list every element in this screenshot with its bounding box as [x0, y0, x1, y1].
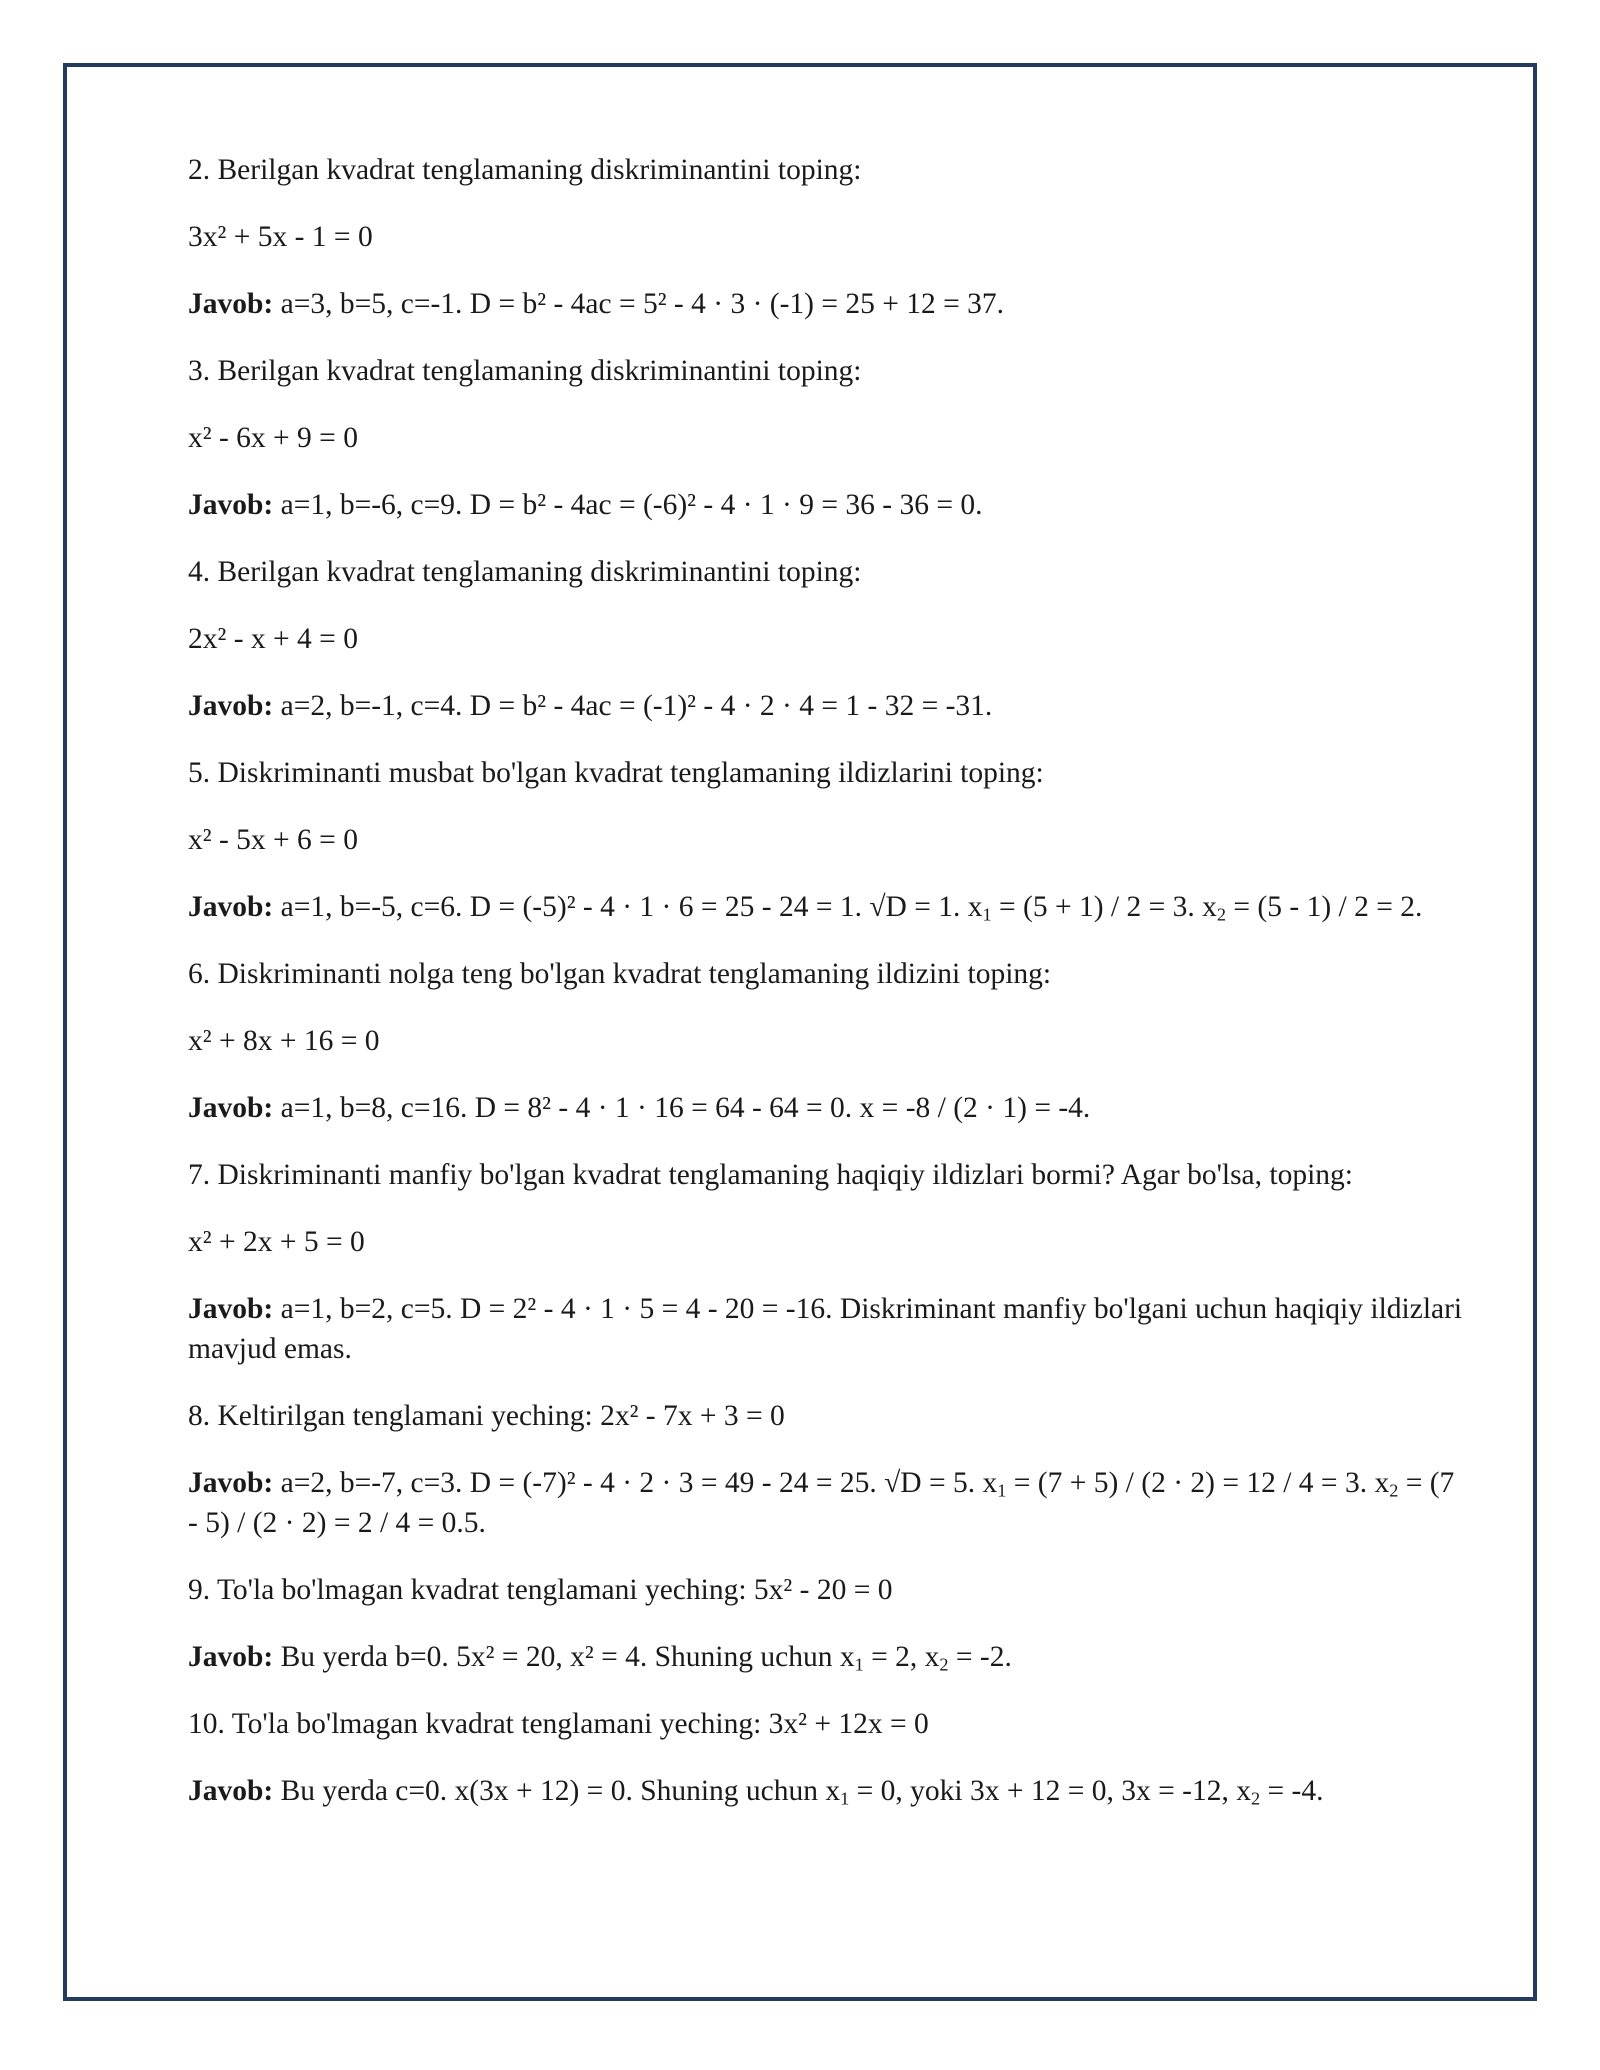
equation-2: 3x² + 5x - 1 = 0: [188, 221, 373, 253]
answer-10: [188, 1771, 1463, 1811]
answer-4: [188, 686, 1463, 726]
equation-3: x² - 6x + 9 = 0: [188, 422, 358, 454]
answer-label: Javob:: [188, 1092, 274, 1124]
answer-text: a=1, b=2, c=5. D = 2² - 4 · 1 · 5 = 4 - 20 = -16. Diskriminant manfiy bo'lgani uchun haqiqiy ildizlari mavjud emas.: [188, 1293, 1463, 1365]
question-2: 2. Berilgan kvadrat tenglamaning diskriminantini toping:: [188, 154, 862, 186]
question-3: 3. Berilgan kvadrat tenglamaning diskriminantini toping:: [188, 355, 862, 387]
question-10: 10. To'la bo'lmagan kvadrat tenglamani yeching: 3x² + 12x = 0: [188, 1708, 929, 1740]
answer-label: Javob:: [188, 1293, 274, 1325]
equation-6: x² + 8x + 16 = 0: [188, 1025, 380, 1057]
answer-label: Javob:: [188, 1467, 274, 1499]
question-4: 4. Berilgan kvadrat tenglamaning diskriminantini toping:: [188, 556, 862, 588]
answer-label: Javob:: [188, 1775, 274, 1807]
answer-text: a=1, b=-6, c=9. D = b² - 4ac = (-6)² - 4 · 1 · 9 = 36 - 36 = 0.: [273, 489, 983, 521]
answer-label: Javob:: [188, 1641, 274, 1673]
question-8: 8. Keltirilgan tenglamani yeching: 2x² - 7x + 3 = 0: [188, 1400, 785, 1432]
question-6: 6. Diskriminanti nolga teng bo'lgan kvadrat tenglamaning ildizini toping:: [188, 958, 1052, 990]
answer-text: a=2, b=-7, c=3. D = (-7)² - 4 · 2 · 3 = 49 - 24 = 25. √D = 5. $x_1 = (7 + 5) / (2 \cdot 2) = 12 / 4 = 3$. $x_2 = (7 - 5) / (2 \cdot 2) = 2 / 4 = 0.5$.: [188, 1467, 1455, 1539]
question-7: 7. Diskriminanti manfiy bo'lgan kvadrat tenglamaning haqiqiy ildizlari bormi? Agar bo'lsa, toping:: [188, 1159, 1353, 1191]
answer-text: a=1, b=8, c=16. D = 8² - 4 · 1 · 16 = 64 - 64 = 0. x = -8 / (2 · 1) = -4.: [273, 1092, 1091, 1124]
answer-text: a=3, b=5, c=-1. D = b² - 4ac = 5² - 4 · 3 · (-1) = 25 + 12 = 37.: [273, 288, 1005, 320]
answer-2: [188, 284, 1463, 324]
answer-9: [188, 1637, 1463, 1677]
equation-5: x² - 5x + 6 = 0: [188, 824, 358, 856]
answer-8: [188, 1463, 1463, 1543]
answer-5: [188, 887, 1463, 927]
answer-text: a=2, b=-1, c=4. D = b² - 4ac = (-1)² - 4 · 2 · 4 = 1 - 32 = -31.: [273, 690, 993, 722]
answer-3: [188, 485, 1463, 525]
answer-text: Bu yerda b=0. 5x² = 20, x² = 4. Shuning uchun $x_1 = 2$, $x_2 = -2$.: [273, 1641, 1012, 1675]
answer-text: a=1, b=-5, c=6. D = (-5)² - 4 · 1 · 6 = 25 - 24 = 1. √D = 1. $x_1 = (5 + 1) / 2 = 3$. $x_2 = (5 - 1) / 2 = 2$.: [273, 891, 1423, 925]
answer-label: Javob:: [188, 690, 274, 722]
question-5: 5. Diskriminanti musbat bo'lgan kvadrat tenglamaning ildizlarini toping:: [188, 757, 1044, 789]
answer-label: Javob:: [188, 489, 274, 521]
answer-6: [188, 1088, 1463, 1128]
equation-7: x² + 2x + 5 = 0: [188, 1226, 365, 1258]
document-body: [188, 150, 1463, 1838]
equation-4: 2x² - x + 4 = 0: [188, 623, 358, 655]
answer-7: [188, 1289, 1463, 1369]
answer-label: Javob:: [188, 891, 274, 923]
answer-label: Javob:: [188, 288, 274, 320]
question-9: 9. To'la bo'lmagan kvadrat tenglamani yeching: 5x² - 20 = 0: [188, 1574, 893, 1606]
answer-text: Bu yerda c=0. x(3x + 12) = 0. Shuning uchun $x_1 = 0$, yoki 3x + 12 = 0, 3x = -12, $x_2 = -4$.: [273, 1775, 1324, 1809]
